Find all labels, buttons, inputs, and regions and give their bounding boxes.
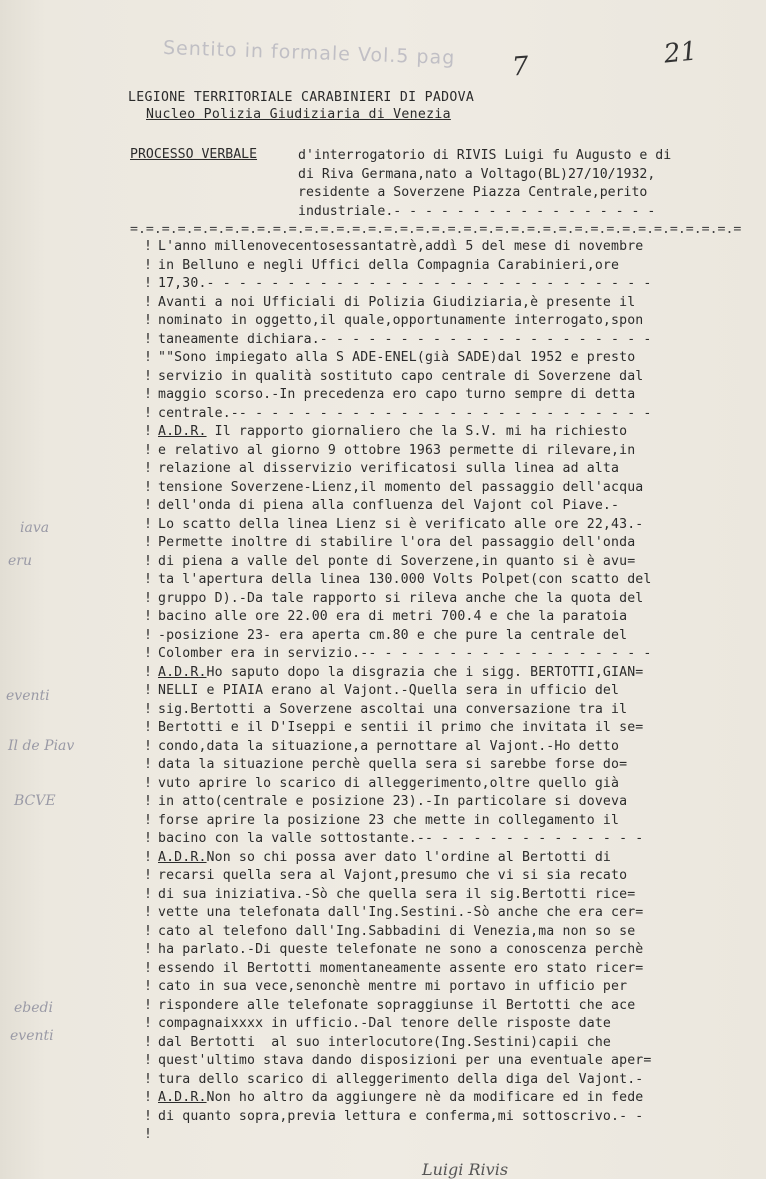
body-line-text: tura dello scarico di alleggerimento della diga del Vajont.- [158,1071,644,1087]
body-line [144,941,764,960]
body-line-text: L'anno millenovecentosessantatrè,addì 5 del mese di novembre [158,239,644,254]
margin-bang: ! [144,257,153,273]
margin-bang: ! [144,683,153,698]
body-line-text: Non so chi possa aver dato l'ordine al Bertotti di [206,849,612,865]
body-line-text: e relativo al giorno 9 ottobre 1963 permette di rilevare,in [158,442,636,458]
body-line [144,664,764,683]
body-line [144,312,764,331]
body-line [144,1108,764,1127]
body-line-text: centrale.-- - - - - - - - - - - - - - - - - - - - - - - - - - [158,405,652,421]
header-legion: LEGIONE TERRITORIALE CARABINIERI DI PADOVA [128,90,475,105]
adr-label: A.D.R. [158,664,207,680]
body-line-text: dal Bertotti al suo interlocutore(Ing.Sestini)capii che [158,1034,612,1050]
body-line-text: ""Sono impiegato alla S ADE-ENEL(già SADE)dal 1952 e presto [158,350,636,365]
margin-bang: ! [144,1034,153,1050]
margin-note: BCVE [14,793,56,809]
margin-bang: ! [144,812,153,828]
body-line [144,923,764,942]
body-line-text: 17,30.- - - - - - - - - - - - - - - - - - - - - - - - - - - - [158,276,652,291]
signature: Luigi Rivis [422,1160,509,1179]
body-line [144,645,764,664]
body-line-text: ta l'apertura della linea 130.000 Volts Polpet(con scatto del [158,572,652,587]
intro-text [298,147,760,221]
margin-bang: ! [144,1127,153,1142]
body-line [144,275,764,294]
margin-note: ebedi [14,1000,53,1016]
margin-bang: ! [144,313,153,328]
adr-label: A.D.R. [158,424,207,439]
body-line-text: Il rapporto giornaliero che la S.V. mi ha richiesto [206,424,628,439]
margin-bang: ! [144,1090,153,1105]
body-line-text: relazione al disservizio verificatosi sulla linea ad alta [158,461,620,476]
margin-bang: ! [144,368,153,384]
body-line [144,756,764,775]
margin-bang: ! [144,831,153,846]
body-line-text: Non ho altro da aggiungere nè da modificare ed in fede [206,1090,644,1105]
margin-bang: ! [144,701,153,717]
adr-label: A.D.R. [158,849,207,865]
body-line-text: bacino con la valle sottostante.-- - - - - - - - - - - - - - [158,831,644,846]
body-line [144,571,764,590]
body-line [144,479,764,498]
body-line-text: Ho saputo dopo la disgrazia che i sigg. BERTOTTI,GIAN= [206,664,644,680]
margin-bang: ! [144,1053,153,1068]
body-line-text: compagnaixxxx in ufficio.-Dal tenore delle risposte date [158,1016,612,1031]
body-line-text: Permette inoltre di stabilire l'ora del passaggio dell'onda [158,535,636,550]
body-line-text: in atto(centrale e posizione 23).-In particolare si doveva [158,794,628,809]
margin-bang: ! [144,294,153,310]
margin-bang: ! [144,479,153,495]
body-line-text: cato in sua vece,senonchè mentre mi portavo in ufficio per [158,979,628,994]
body-line [144,257,764,276]
body-line [144,812,764,831]
body-line [144,534,764,553]
body-line [144,849,764,868]
margin-bang: ! [144,331,153,347]
body-line-text: servizio in qualità sostituto capo centrale di Soverzene dal [158,368,644,384]
body-line-text: NELLI e PIAIA erano al Vajont.-Quella sera in ufficio del [158,683,620,698]
header-nucleo: Nucleo Polizia Giudiziaria di Venezia [146,107,451,122]
body-line [144,423,764,442]
intro-line: di Riva Germana,nato a Voltago(BL)27/10/1932, [298,166,656,182]
body-line [144,682,764,701]
body-line [144,904,764,923]
body-line-text: Avanti a noi Ufficiali di Polizia Giudiziaria,è presente il [158,294,636,310]
body-line [144,294,764,313]
margin-bang: ! [144,350,153,365]
body-line-text: dell'onda di piena alla confluenza del Vajont col Piave.- [158,498,620,513]
margin-bang: ! [144,498,153,513]
body-line [144,1126,764,1145]
margin-bang: ! [144,646,153,661]
body-line [144,997,764,1016]
body-line [144,590,764,609]
margin-bang: ! [144,276,153,291]
intro-line: industriale.- - - - - - - - - - - - - - - - - [298,203,656,219]
body-line-text: forse aprire la posizione 23 che mette in collegamento il [158,812,620,828]
margin-bang: ! [144,461,153,476]
margin-bang: ! [144,942,153,957]
body-line [144,460,764,479]
body-line [144,701,764,720]
body-line-text: quest'ultimo stava dando disposizioni per una eventuale aper= [158,1053,652,1068]
body-line [144,386,764,405]
margin-bang: ! [144,1071,153,1087]
body-line [144,331,764,350]
margin-bang: ! [144,387,153,402]
intro-line: residente a Soverzene Piazza Centrale,perito [298,185,648,200]
body-line-text: -posizione 23- era aperta cm.80 e che pure la centrale del [158,627,628,643]
body-line [144,775,764,794]
body-line [144,497,764,516]
body-line [144,867,764,886]
body-line-text: vuto aprire lo scarico di alleggerimento,oltre quello già [158,775,620,791]
body-line [144,627,764,646]
margin-bang: ! [144,720,153,735]
margin-bang: ! [144,609,153,624]
body-line-text: bacino alle ore 22.00 era di metri 700.4 e che la paratoia [158,609,628,624]
margin-bang: ! [144,239,153,254]
body-line [144,238,764,257]
body-line [144,978,764,997]
margin-bang: ! [144,794,153,809]
margin-bang: ! [144,424,153,439]
margin-bang: ! [144,905,153,920]
margin-bang: ! [144,405,153,421]
margin-bang: ! [144,775,153,791]
body-line-text: condo,data la situazione,a pernottare al Vajont.-Ho detto [158,738,620,754]
body-line-text: recarsi quella sera al Vajont,presumo che vi si sia recato [158,868,628,883]
margin-bang: ! [144,572,153,587]
margin-bang: ! [144,979,153,994]
body-line [144,1052,764,1071]
body-line-text: Bertotti e il D'Iseppi e sentii il primo che invitata il se= [158,720,644,735]
margin-bang: ! [144,627,153,643]
margin-note: eventi [6,688,50,704]
body-line [144,368,764,387]
body-line [144,349,764,368]
margin-bang: ! [144,664,153,680]
body-line [144,960,764,979]
margin-bang: ! [144,997,153,1013]
margin-bang: ! [144,535,153,550]
body-line-text: vette una telefonata dall'Ing.Sestini.-Sò anche che era cer= [158,905,644,920]
margin-bang: ! [144,868,153,883]
body-line-text: di quanto sopra,previa lettura e conferma,mi sottoscrivo.- - [158,1108,644,1124]
body-line [144,1071,764,1090]
body-line [144,1089,764,1108]
body-line-text: ha parlato.-Di queste telefonate ne sono a conoscenza perchè [158,942,644,957]
body-line-text: cato al telefono dall'Ing.Sabbadini di Venezia,ma non so se [158,923,636,939]
body-line [144,1015,764,1034]
body-line [144,405,764,424]
margin-bang: ! [144,886,153,902]
body-line [144,886,764,905]
body-line-text: nominato in oggetto,il quale,opportunamente interrogato,spon [158,313,644,328]
body-text [144,238,764,1145]
body-line [144,608,764,627]
stamp-text: Sentito in formale Vol.5 pag [162,36,456,70]
margin-note: Il de Piav [8,738,75,754]
stamp-page-number: 7 [510,51,530,83]
margin-bang: ! [144,757,153,772]
margin-note: iava [20,520,50,536]
separator-line: =.=.=.=.=.=.=.=.=.=.=.=.=.=.=.=.=.=.=.=.=.=.=.=.=.=.=.=.=.=.=.=.=.=.=.=.=.=.= [130,222,742,237]
body-line-text: tensione Soverzene-Lienz,il momento del passaggio dell'acqua [158,479,644,495]
processo-verbale-label: PROCESSO VERBALE [130,147,258,162]
body-line-text: essendo il Bertotti momentaneamente assente ero stato ricer= [158,960,644,976]
margin-bang: ! [144,1016,153,1031]
body-line [144,516,764,535]
margin-bang: ! [144,553,153,569]
body-line [144,738,764,757]
body-line [144,830,764,849]
margin-bang: ! [144,923,153,939]
margin-bang: ! [144,516,153,532]
margin-bang: ! [144,1108,153,1124]
body-line-text: taneamente dichiara.- - - - - - - - - - - - - - - - - - - - - [158,331,652,347]
body-line-text: di piena a valle del ponte di Soverzene,in quanto si è avu= [158,553,636,569]
body-line-text: gruppo D).-Da tale rapporto si rileva anche che la quota del [158,590,644,606]
intro-line: d'interrogatorio di RIVIS Luigi fu Augusto e di [298,148,672,163]
body-line-text: di sua iniziativa.-Sò che quella sera il sig.Bertotti rice= [158,886,636,902]
body-line-text: sig.Bertotti a Soverzene ascoltai una conversazione tra il [158,701,628,717]
body-line [144,553,764,572]
body-line-text: data la situazione perchè quella sera si sarebbe forse do= [158,757,628,772]
body-line [144,1034,764,1053]
body-line-text: in Belluno e negli Uffici della Compagnia Carabinieri,ore [158,257,620,273]
margin-bang: ! [144,442,153,458]
body-line [144,442,764,461]
margin-note: eru [8,553,32,569]
margin-note: eventi [10,1028,54,1044]
handwritten-page-number: 21 [662,36,699,70]
adr-label: A.D.R. [158,1090,207,1105]
margin-bang: ! [144,590,153,606]
margin-bang: ! [144,960,153,976]
body-line [144,793,764,812]
body-line [144,719,764,738]
body-line-text: Lo scatto della linea Lienz si è verificato alle ore 22,43.- [158,516,644,532]
body-line-text: maggio scorso.-In precedenza ero capo turno sempre di detta [158,387,636,402]
margin-bang: ! [144,738,153,754]
margin-bang: ! [144,849,153,865]
body-line-text: Colomber era in servizio.-- - - - - - - - - - - - - - - - - - [158,646,652,661]
body-line-text: rispondere alle telefonate sopraggiunse il Bertotti che ace [158,997,636,1013]
